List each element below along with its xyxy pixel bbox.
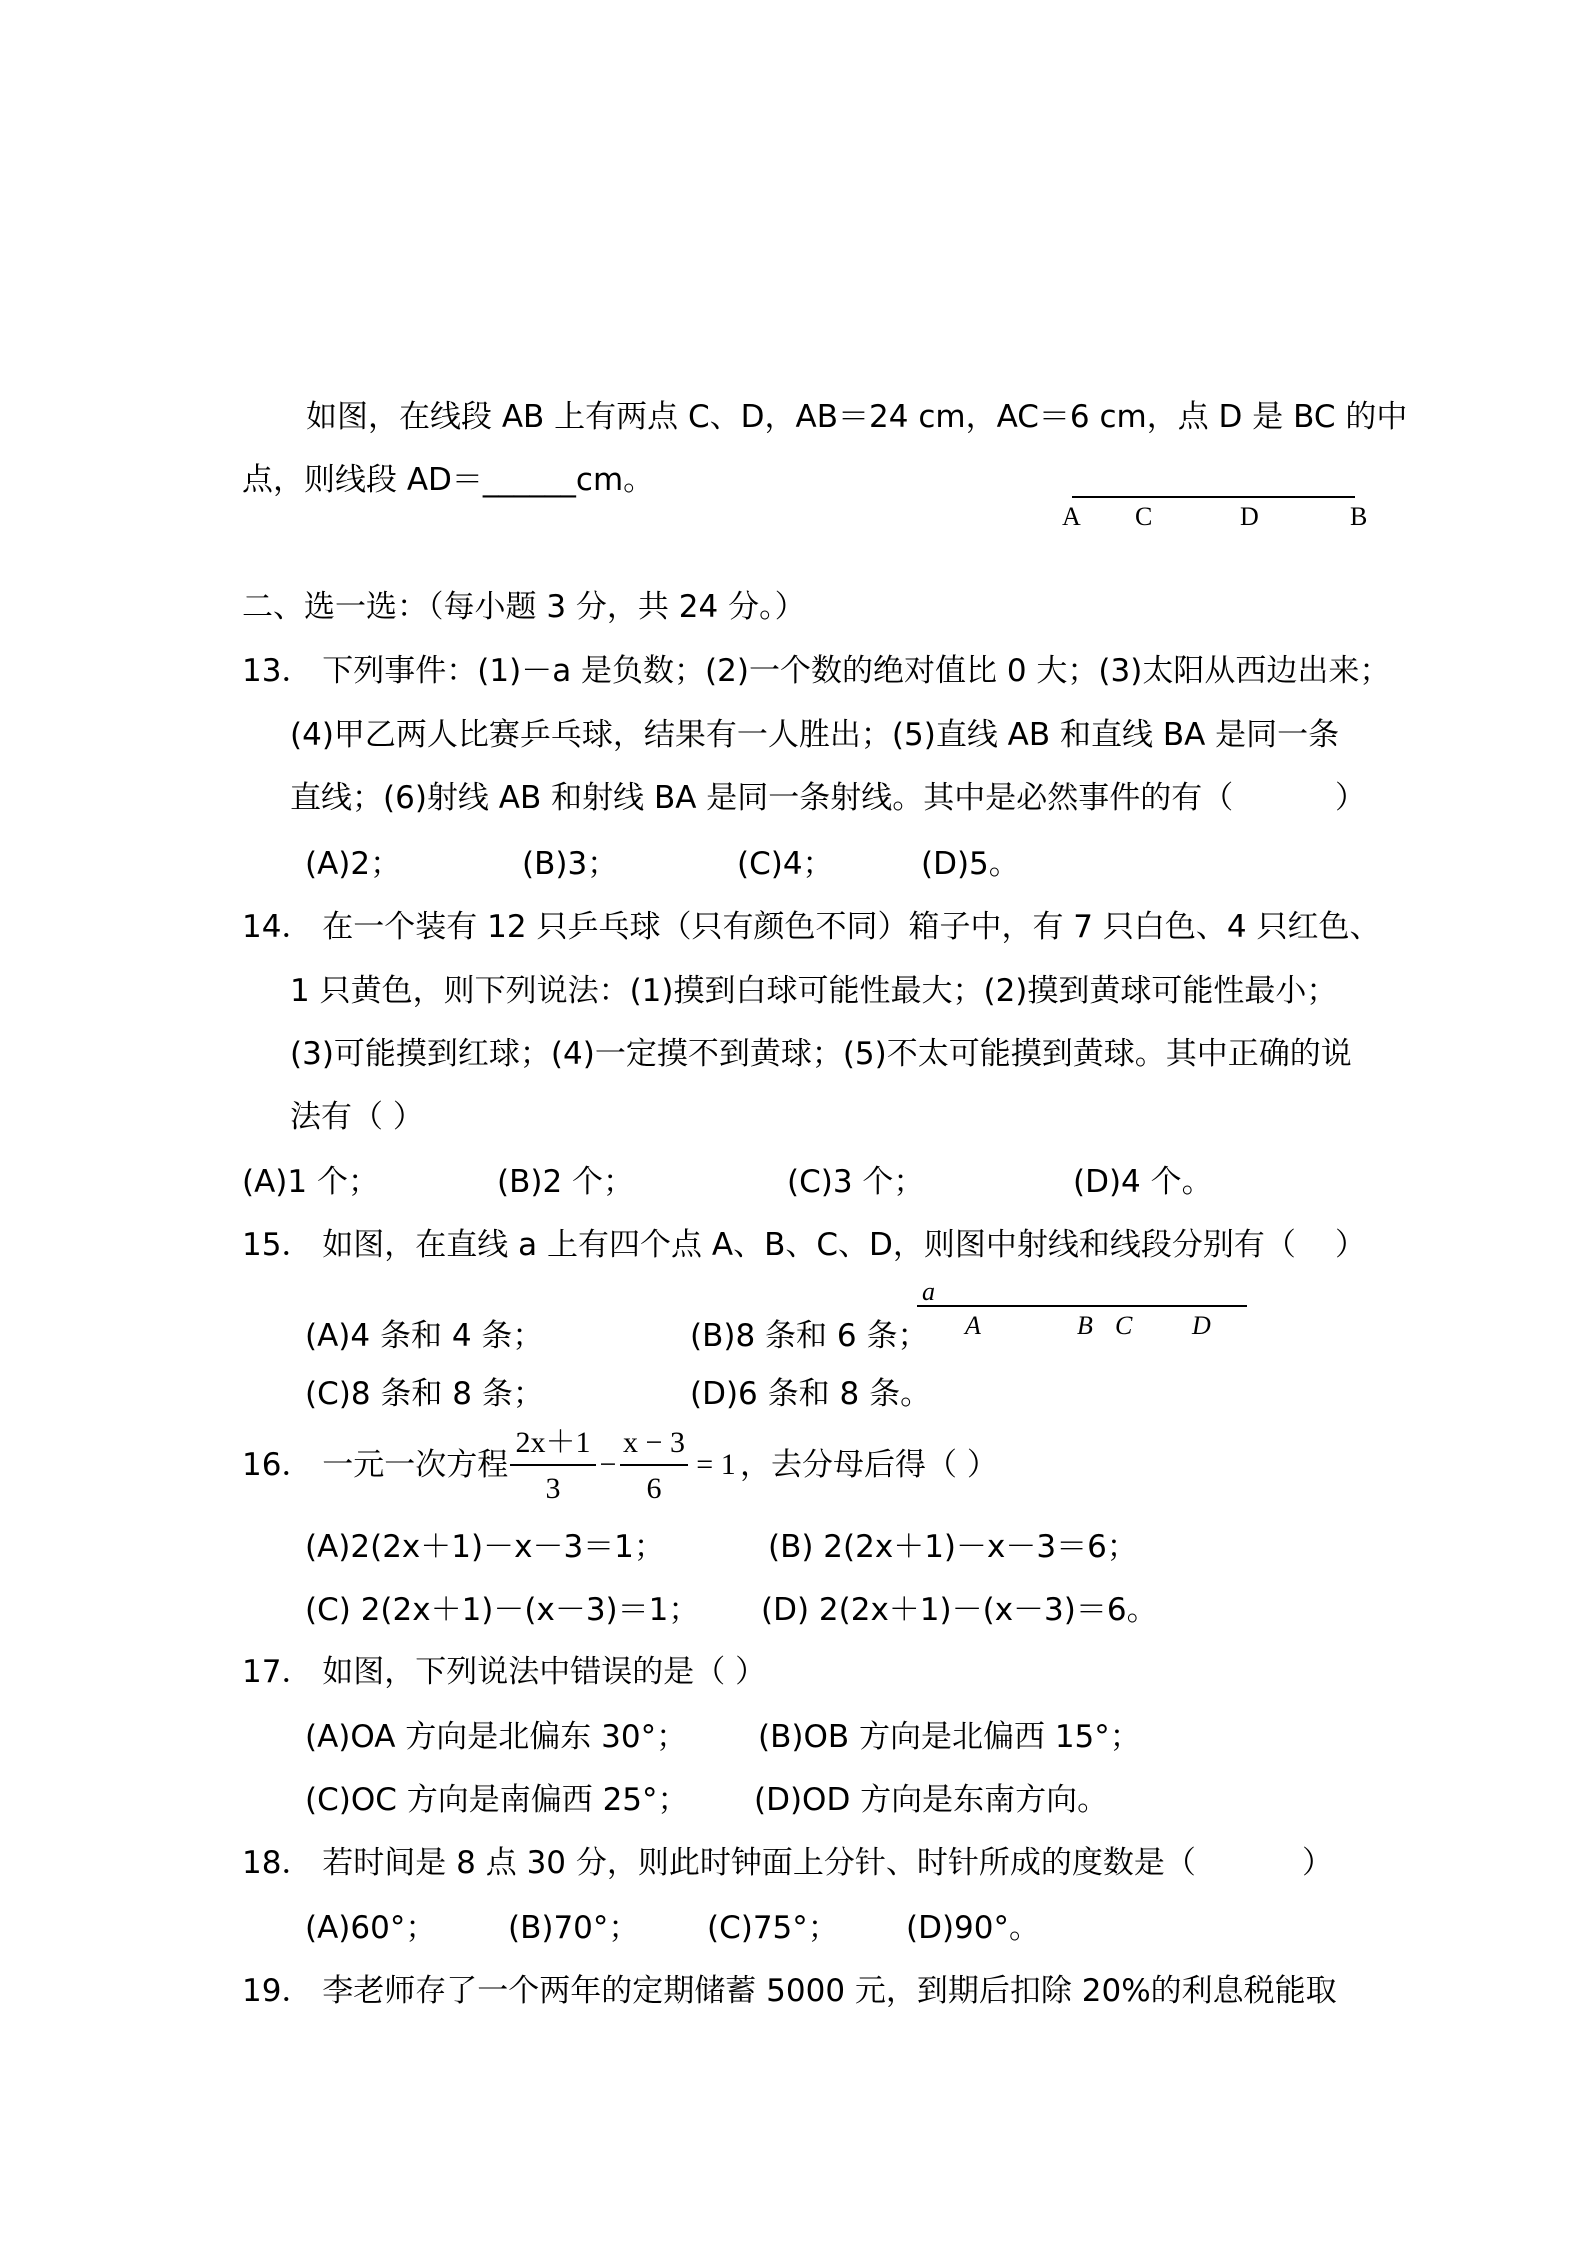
label-point-c: C bbox=[1115, 1311, 1133, 1340]
q19-line1: 19． 李老师存了一个两年的定期储蓄 5000 元，到期后扣除 20%的利息税能取 bbox=[242, 1973, 1337, 2009]
q12-line1: 如图，在线段 AB 上有两点 C、D，AB＝24 cm，AC＝6 cm，点 D 是 BC 的中 bbox=[306, 399, 1408, 435]
label-point-a: A bbox=[965, 1311, 981, 1340]
q18-option-c: (C)75°； bbox=[707, 1910, 839, 1946]
q16-frac1-denominator: 3 bbox=[545, 1472, 561, 1505]
q15-line1: 15． 如图，在直线 a 上有四个点 A、B、C、D，则图中射线和线段分别有（ bbox=[242, 1227, 1296, 1263]
label-d: D bbox=[1240, 502, 1259, 531]
q17-option-d: (D)OD 方向是东南方向。 bbox=[754, 1782, 1109, 1818]
q16-suffix: ，去分母后得（ ） bbox=[740, 1447, 998, 1483]
q14-line3: (3)可能摸到红球；(4)一定摸不到黄球；(5)不太可能摸到黄球。其中正确的说 bbox=[290, 1036, 1352, 1072]
q16-prefix: 16． 一元一次方程 bbox=[242, 1447, 509, 1483]
q15-option-b: (B)8 条和 6 条； bbox=[690, 1318, 929, 1354]
q15-option-c: (C)8 条和 8 条； bbox=[305, 1376, 544, 1412]
q16-option-c: (C) 2(2x＋1)－(x－3)＝1； bbox=[305, 1592, 700, 1628]
q15-paren-close: ） bbox=[1335, 1227, 1366, 1263]
q16-frac2-bar bbox=[620, 1464, 688, 1466]
q14-line2: 1 只黄色，则下列说法：(1)摸到白球可能性最大；(2)摸到黄球可能性最小； bbox=[290, 973, 1338, 1009]
q17-option-a: (A)OA 方向是北偏东 30°； bbox=[305, 1719, 688, 1755]
q18-option-b: (B)70°； bbox=[508, 1910, 640, 1946]
q13-option-a: (A)2； bbox=[305, 846, 402, 882]
q16-frac1-bar bbox=[510, 1464, 596, 1466]
q15-line-figure bbox=[910, 1278, 1250, 1348]
q16-frac1-numerator: 2x＋1 bbox=[515, 1426, 591, 1459]
q13-paren-close: ） bbox=[1335, 780, 1366, 816]
q14-option-b: (B)2 个； bbox=[497, 1164, 635, 1200]
label-a: A bbox=[1062, 502, 1081, 531]
q16-option-b: (B) 2(2x＋1)－x－3＝6； bbox=[768, 1529, 1138, 1565]
q18-line1: 18． 若时间是 8 点 30 分，则此时钟面上分针、时针所成的度数是（ bbox=[242, 1845, 1196, 1881]
label-b: B bbox=[1350, 502, 1368, 531]
q17-line1: 17． 如图，下列说法中错误的是（ ） bbox=[242, 1654, 767, 1690]
q13-line1: 13． 下列事件：(1)－a 是负数；(2)一个数的绝对值比 0 大；(3)太阳从西边出来； bbox=[242, 653, 1391, 689]
label-point-b: B bbox=[1077, 1311, 1093, 1340]
q15-option-a: (A)4 条和 4 条； bbox=[305, 1318, 544, 1354]
q16-equals-one: = 1 bbox=[696, 1448, 736, 1481]
q16-frac2-denominator: 6 bbox=[646, 1472, 662, 1505]
q15-option-d: (D)6 条和 8 条。 bbox=[690, 1376, 932, 1412]
q14-option-c: (C)3 个； bbox=[787, 1164, 925, 1200]
q16-option-d: (D) 2(2x＋1)－(x－3)＝6。 bbox=[761, 1592, 1158, 1628]
label-point-d: D bbox=[1192, 1311, 1211, 1340]
q18-option-d: (D)90°。 bbox=[906, 1910, 1041, 1946]
q14-line1: 14． 在一个装有 12 只乒乓球（只有颜色不同）箱子中，有 7 只白色、4 只红色、 bbox=[242, 909, 1381, 945]
q17-option-b: (B)OB 方向是北偏西 15°； bbox=[758, 1719, 1141, 1755]
q18-paren-close: ） bbox=[1302, 1845, 1333, 1881]
q14-option-a: (A)1 个； bbox=[242, 1164, 379, 1200]
q13-option-c: (C)4； bbox=[737, 846, 834, 882]
q16-frac2-numerator: x − 3 bbox=[623, 1426, 685, 1459]
q18-option-a: (A)60°； bbox=[305, 1910, 437, 1946]
q12-segment-figure bbox=[1050, 485, 1380, 535]
q14-line4: 法有（ ） bbox=[290, 1099, 424, 1135]
q14-option-d: (D)4 个。 bbox=[1073, 1164, 1213, 1200]
q13-option-d: (D)5。 bbox=[921, 846, 1020, 882]
q12-line2: 点，则线段 AD＝______cm。 bbox=[242, 462, 655, 498]
section2-title: 二、选一选：（每小题 3 分，共 24 分。） bbox=[242, 589, 806, 625]
q17-option-c: (C)OC 方向是南偏西 25°； bbox=[305, 1782, 689, 1818]
label-c: C bbox=[1135, 502, 1153, 531]
label-line-a: a bbox=[922, 1278, 935, 1306]
q16-option-a: (A)2(2x＋1)－x－3＝1； bbox=[305, 1529, 665, 1565]
q16-minus: − bbox=[599, 1448, 617, 1481]
q13-option-b: (B)3； bbox=[522, 846, 619, 882]
q13-line3: 直线；(6)射线 AB 和射线 BA 是同一条射线。其中是必然事件的有（ bbox=[290, 780, 1234, 816]
q13-line2: (4)甲乙两人比赛乒乓球，结果有一人胜出；(5)直线 AB 和直线 BA 是同一条 bbox=[290, 717, 1340, 753]
